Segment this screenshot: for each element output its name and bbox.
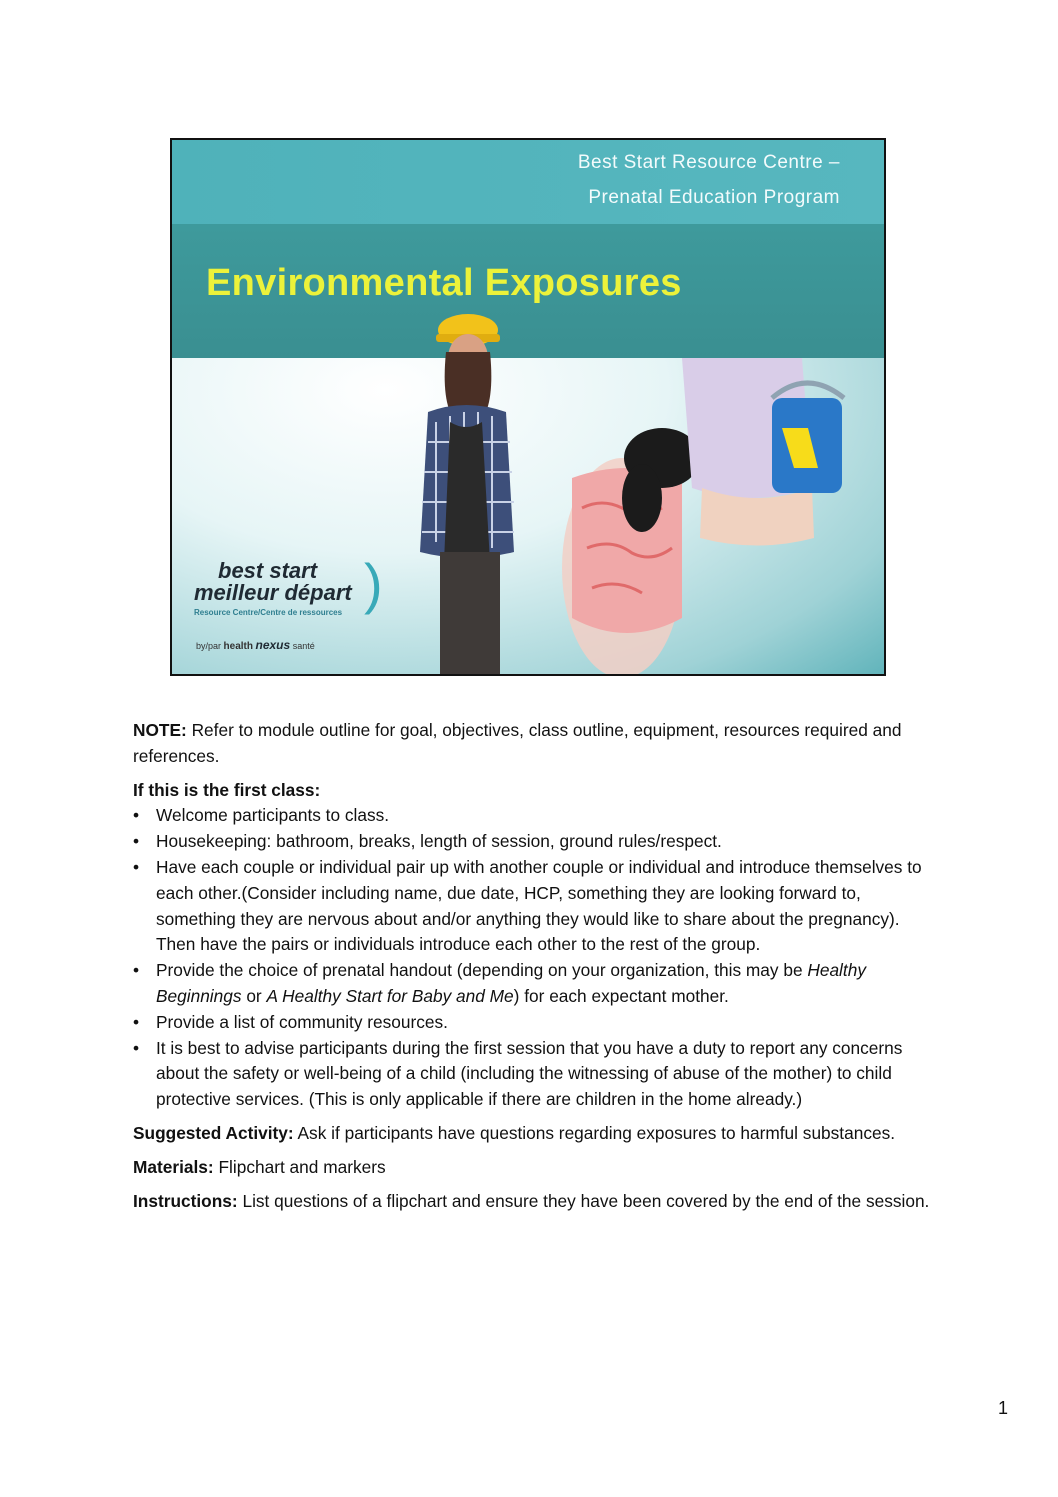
slide-title: Environmental Exposures [206,262,682,304]
pregnant-worker-image [406,312,526,676]
first-class-list [133,803,933,1113]
slide-header-line2: Prenatal Education Program [588,187,840,208]
list-item: • Housekeeping: bathroom, breaks, length of session, ground rules/respect. [133,829,933,855]
title-slide [170,138,886,676]
health-nexus-byline: by/par health nexus santé [196,638,315,652]
page-number: 1 [998,1398,1009,1418]
list-item-prenatal-handout: • Provide the choice of prenatal handout (depending on your organization, this may be Healthy Beginnings or A Healthy Start for Baby and Me) for each expectant mother. [133,958,933,1010]
materials: Materials: Flipchart and markers [133,1156,386,1177]
slide-header-line1: Best Start Resource Centre – [577,152,840,173]
pregnant-women-cat-cleaning-image [532,358,882,676]
list-item: • Welcome participants to class. [133,803,933,829]
list-item: • Have each couple or individual pair up with another couple or individual and introduce themselves to each other.(Consider including name, due date, HCP, something they are looking forward to, something they are nervous about and/or anything they would like to share about the pregnancy). Then have the pairs or individuals introduce each other to the rest of the group. [133,855,933,958]
best-start-logo: best start meilleur départ Resource Centre/Centre de ressources ) by/par health nexus santé [194,552,383,652]
instructions: Instructions: List questions of a flipchart and ensure they have been covered by the end of the session. [133,1190,930,1211]
first-class-heading: If this is the first class: [133,779,321,800]
list-item: • Provide a list of community resources. [133,1010,933,1036]
note-paragraph: NOTE: Refer to module outline for goal, objectives, class outline, equipment, resources required and references. [133,720,902,766]
list-item: • It is best to advise participants during the first session that you have a duty to report any concerns about the safety or well-being of a child (including the witnessing of abuse of the mother) to child protective services. (This is only applicable if there are children in the home already.) [133,1036,933,1113]
logo-bracket: ) [364,552,383,615]
notes-body [133,718,933,1222]
suggested-activity: Suggested Activity: Ask if participants have questions regarding exposures to harmful substances. [133,1122,896,1143]
